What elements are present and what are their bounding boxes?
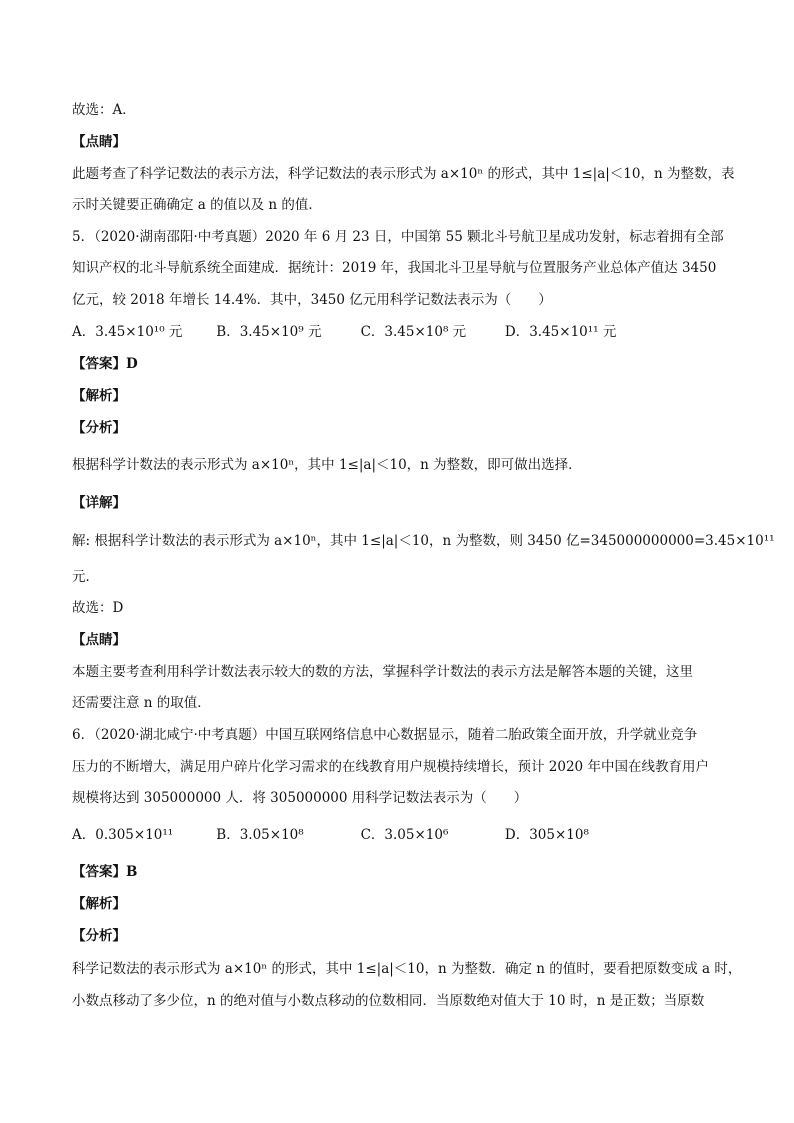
q5-option-c: C．3.45×10⁸ 元 <box>360 324 467 340</box>
q6-stem-line-3: 规模将达到 305000000 人．将 305000000 用科学记数法表示为（ ） <box>72 790 528 806</box>
q6-option-b: B．3.05×10⁸ <box>216 827 304 843</box>
q6-option-a: A．0.305×10¹¹ <box>72 827 174 843</box>
q5-comment-line-2: 还需要注意 n 的取值． <box>72 695 211 711</box>
q5-fenxi-label: 【分析】 <box>72 420 126 436</box>
q4-comment-line-1: 此题考查了科学记数法的表示方法，科学记数法的表示形式为 a×10ⁿ 的形式，其中 1≤|a|＜10，n 为整数，表 <box>72 166 735 182</box>
q4-comment-line-2: 示时关键要正确确定 a 的值以及 n 的值． <box>72 197 322 213</box>
q6-answer: 【答案】B <box>72 864 138 880</box>
q6-fenxi-label: 【分析】 <box>72 928 126 944</box>
q4-comment-label: 【点睛】 <box>72 134 126 150</box>
q5-detail-line-1: 解: 根据科学计数法的表示形式为 a×10ⁿ，其中 1≤|a|＜10，n 为整数，则 3450 亿=345000000000=3.45×10¹¹ <box>72 533 775 549</box>
q5-stem-line-2: 知识产权的北斗导航系统全面建成．据统计：2019 年，我国北斗卫星导航与位置服务产业总体产值达 3450 <box>72 260 717 276</box>
q5-option-b: B．3.45×10⁹ 元 <box>216 324 322 340</box>
q5-comment-label: 【点睛】 <box>72 632 126 648</box>
q6-stem-line-1: 6．（2020·湖北咸宁·中考真题）中国互联网络信息中心数据显示，随着二胎政策全面开放，升学就业竞争 <box>72 727 698 743</box>
q5-analysis-label: 【解析】 <box>72 388 126 404</box>
q6-option-c: C．3.05×10⁶ <box>360 827 449 843</box>
q5-comment-line-1: 本题主要考查利用科学计数法表示较大的数的方法，掌握科学计数法的表示方法是解答本题的关键，这里 <box>72 664 693 680</box>
q6-option-d: D．305×10⁸ <box>504 827 589 843</box>
q5-stem-line-1: 5．（2020·湖南邵阳·中考真题）2020 年 6 月 23 日，中国第 55 颗北斗号航卫星成功发射，标志着拥有全部 <box>72 229 724 245</box>
q4-answer-line: 故选：A． <box>72 102 136 118</box>
q5-stem-line-3: 亿元，较 2018 年增长 14.4%．其中，3450 亿元用科学记数法表示为（ ） <box>72 292 552 308</box>
q6-fenxi-line-1: 科学记数法的表示形式为 a×10ⁿ 的形式，其中 1≤|a|＜10，n 为整数．确定 n 的值时，要看把原数变成 a 时， <box>72 961 742 977</box>
q5-options <box>72 323 616 343</box>
q5-option-d: D．3.45×10¹¹ 元 <box>504 324 617 340</box>
q5-fenxi-text: 根据科学计数法的表示形式为 a×10ⁿ，其中 1≤|a|＜10，n 为整数，即可做出选择． <box>72 457 582 473</box>
q5-detail-label: 【详解】 <box>72 495 126 511</box>
q5-answer-line: 故选：D <box>72 600 124 616</box>
q5-detail-line-2: 元． <box>72 569 99 585</box>
q6-analysis-label: 【解析】 <box>72 896 126 912</box>
q6-options <box>72 826 589 846</box>
q5-option-a: A．3.45×10¹⁰ 元 <box>72 324 183 340</box>
q6-fenxi-line-2: 小数点移动了多少位，n 的绝对值与小数点移动的位数相同．当原数绝对值大于 10 时，n 是正数；当原数 <box>72 993 705 1009</box>
q5-answer: 【答案】D <box>72 356 138 372</box>
q6-stem-line-2: 压力的不断增大，满足用户碎片化学习需求的在线教育用户规模持续增长，预计 2020 年中国在线教育用户 <box>72 759 709 775</box>
